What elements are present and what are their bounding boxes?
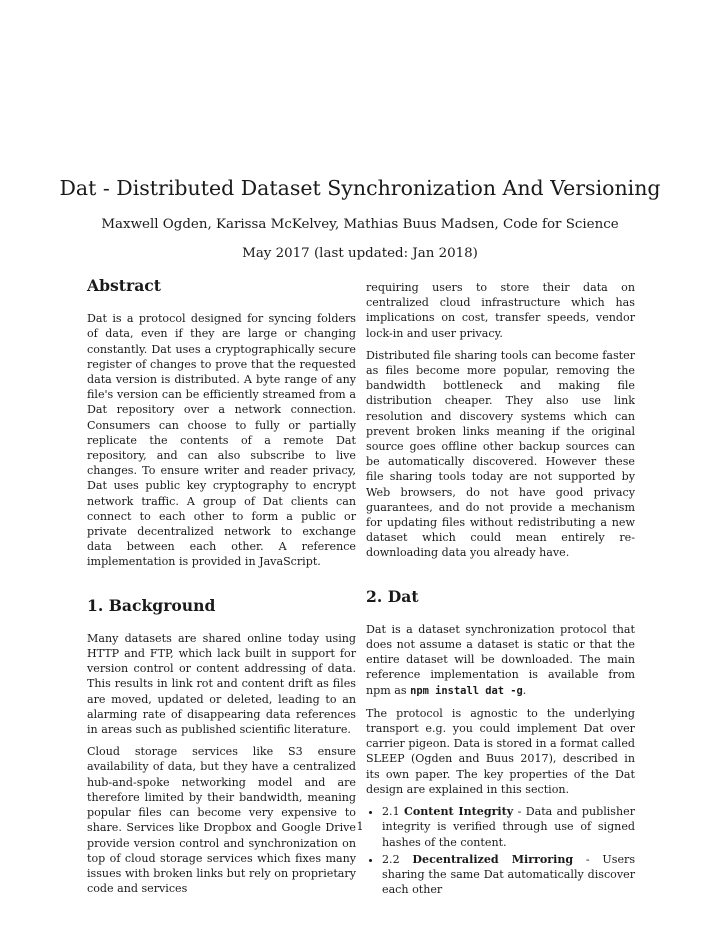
list-item-text: - Data and publisher integrity is verified through use of signed hashes of the content. (382, 805, 636, 849)
list-item-label: Decentralized Mirroring (412, 852, 574, 866)
page-number: 1 (356, 820, 364, 833)
background-paragraph-3: requiring users to store their data on centralized cloud infrastructure which has implications on cost, transfer speeds, vendor lock-in and user privacy. (366, 281, 635, 340)
background-paragraph-1: Many datasets are shared online today using HTTP and FTP, which lack built in support for version control or content addressing of data. This results in link rot and content drift as files are moved, updated or deleted, leading to an alarming rate of disappearing data references in areas such as published scientific literature. (87, 631, 356, 737)
dat-properties-list (366, 804, 635, 897)
dat-paragraph-1-end: . (522, 683, 527, 697)
install-command: npm install dat -g (410, 684, 523, 697)
dat-paragraph-1-text: Dat is a dataset synchronization protocol that does not assume a dataset is static or that the entire dataset will be downloaded. The main reference implementation is available from npm as (366, 622, 635, 697)
abstract-text: Dat is a protocol designed for syncing folders of data, even if they are large or changing constantly. Dat uses a cryptographically secure register of changes to prove that the requested data version is distributed. A byte range of any file's version can be efficiently streamed from a Dat repository over a network connection. Consumers can choose to fully or partially replicate the contents of a remote Dat repository, and can also subscribe to live changes. To ensure writer and reader privacy, Dat uses public key cryptography to encrypt network traffic. A group of Dat clients can connect to each other to form a public or private decentralized network to exchange data between each other. A reference implementation is provided in JavaScript. (87, 312, 356, 569)
left-column (87, 278, 356, 903)
background-paragraph-4: Distributed file sharing tools can become faster as files become more popular, removing the bandwidth bottleneck and making file distribution cheaper. They also use link resolution and discovery systems which can prevent broken links meaning if the original source goes offline other backup sources can be automatically discovered. However these file sharing tools today are not supported by Web browsers, do not have good privacy guarantees, and do not provide a mechanism for updating files without redistributing a new dataset which could mean entirely re-downloading data you already have. (366, 348, 635, 560)
background-paragraph-2: Cloud storage services like S3 ensure availability of data, but they have a centralized hub-and-spoke networking model and are therefore limited by their bandwidth, meaning popular files can become very expensive to share. Services like Dropbox and Google Drive provide version control and synchronization on top of cloud storage services which fixes many issues with broken links but rely on proprietary code and services (87, 745, 356, 896)
dat-paragraph-2: The protocol is agnostic to the underlying transport e.g. you could implement Dat over carrier pigeon. Data is stored in a format called SLEEP (Ogden and Buus 2017), described in its own paper. The key properties of the Dat design are explained in this section. (366, 706, 635, 796)
list-item-label: Content Integrity (404, 805, 514, 819)
paper-authors: Maxwell Ogden, Karissa McKelvey, Mathias Buus Madsen, Code for Science (101, 217, 619, 232)
list-item-number: 2.1 (382, 805, 405, 819)
background-heading: 1. Background (87, 595, 216, 615)
dat-paragraph-1 (366, 622, 635, 699)
paper-date: May 2017 (last updated: Jan 2018) (242, 246, 478, 261)
dat-heading: 2. Dat (366, 586, 419, 606)
right-column (366, 280, 635, 899)
paper-title: Dat - Distributed Dataset Synchronization And Versioning (59, 176, 661, 200)
list-item-text: - Users sharing the same Dat automatically discover each other (382, 852, 636, 897)
list-item-number: 2.2 (382, 852, 413, 866)
list-item (382, 852, 635, 898)
abstract-heading: Abstract (87, 276, 162, 295)
